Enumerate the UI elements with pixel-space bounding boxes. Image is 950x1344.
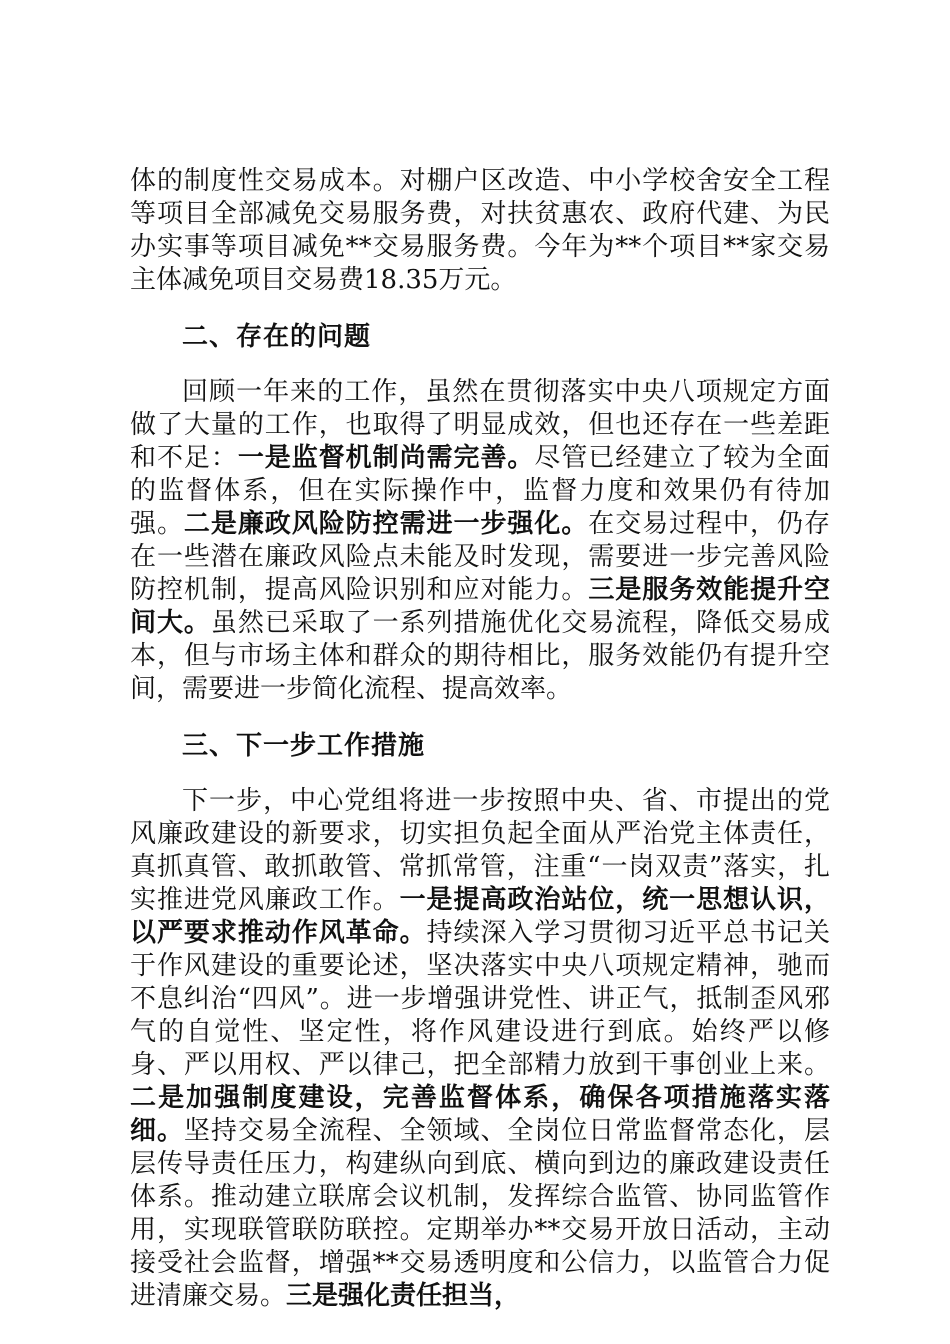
section-heading-problems: 二、存在的问题 [182, 322, 372, 352]
bold-measure-1: 一是提高政治站位，统一思想认识，以严要求推动作风革命。 [130, 885, 830, 948]
paragraph-cost-reduction: 体的制度性交易成本。对棚户区改造、中小学校舍安全工程等项目全部减免交易服务费，对扶贫惠农、政府代建、为民办实事等项目减免**交易服务费。今年为**个项目**家交易主体减免项目交易费18.35万元。 [130, 166, 830, 295]
bold-point-1: 一是监督机制尚需完善。 [237, 443, 535, 473]
section-heading-next-steps: 三、下一步工作措施 [182, 731, 426, 761]
bold-measure-2: 二是加强制度建设，完善监督体系，确保各项措施落实落细。 [130, 1083, 830, 1146]
paragraph-text: 回顾一年来的工作，虽然在贯彻落实中央八项规定方面做了大量的工作，也取得了明显成效，但也还存在一些差距和不足： [130, 377, 830, 473]
spacer [130, 297, 830, 321]
paragraph-text: 尽管已经建立了较为全面的监督体系，但在实际操作中，监督力度和效果仍有待加强。 [130, 443, 830, 539]
spacer [130, 763, 830, 785]
bold-measure-3: 三是强化责任担当， [286, 1281, 521, 1311]
document-page [130, 165, 830, 1313]
bold-point-2: 二是廉政风险防控需进一步强化。 [183, 509, 589, 539]
paragraph-text: 持续深入学习贯彻习近平总书记关于作风建设的重要论述，坚决落实中央八项规定精神，驰而不息纠治“四风”。进一步增强讲党性、讲正气，抵制歪风邪气的自觉性、坚定性，将作风建设进行到底。始终严以修身、严以用权、严以律己，把全部精力放到干事创业上来。 [130, 918, 830, 1080]
paragraph-next-steps [130, 785, 830, 1313]
paragraph-problems [130, 376, 830, 706]
spacer [130, 354, 830, 376]
paragraph-text: 虽然已采取了一系列措施优化交易流程，降低交易成本，但与市场主体和群众的期待相比，服务效能仍有提升空间，需要进一步简化流程、提高效率。 [130, 608, 830, 704]
paragraph-text: 在交易过程中，仍存在一些潜在廉政风险点未能及时发现，需要进一步完善风险防控机制，提高风险识别和应对能力。 [130, 509, 830, 605]
paragraph-text: 下一步，中心党组将进一步按照中央、省、市提出的党风廉政建设的新要求，切实担负起全面从严治党主体责任，真抓真管、敢抓敢管、常抓常管，注重“一岗双责”落实，扎实推进党风廉政工作。 [130, 786, 830, 915]
bold-point-3: 三是服务效能提升空间大。 [130, 575, 830, 638]
paragraph-text: 坚持交易全流程、全领域、全岗位日常监督常态化，层层传导责任压力，构建纵向到底、横向到边的廉政建设责任体系。推动建立联席会议机制，发挥综合监管、协同监管作用，实现联管联防联控。定期举办**交易开放日活动，主动接受社会监督，增强**交易透明度和公信力，以监管合力促进清廉交易。 [130, 1116, 830, 1311]
spacer [130, 706, 830, 730]
